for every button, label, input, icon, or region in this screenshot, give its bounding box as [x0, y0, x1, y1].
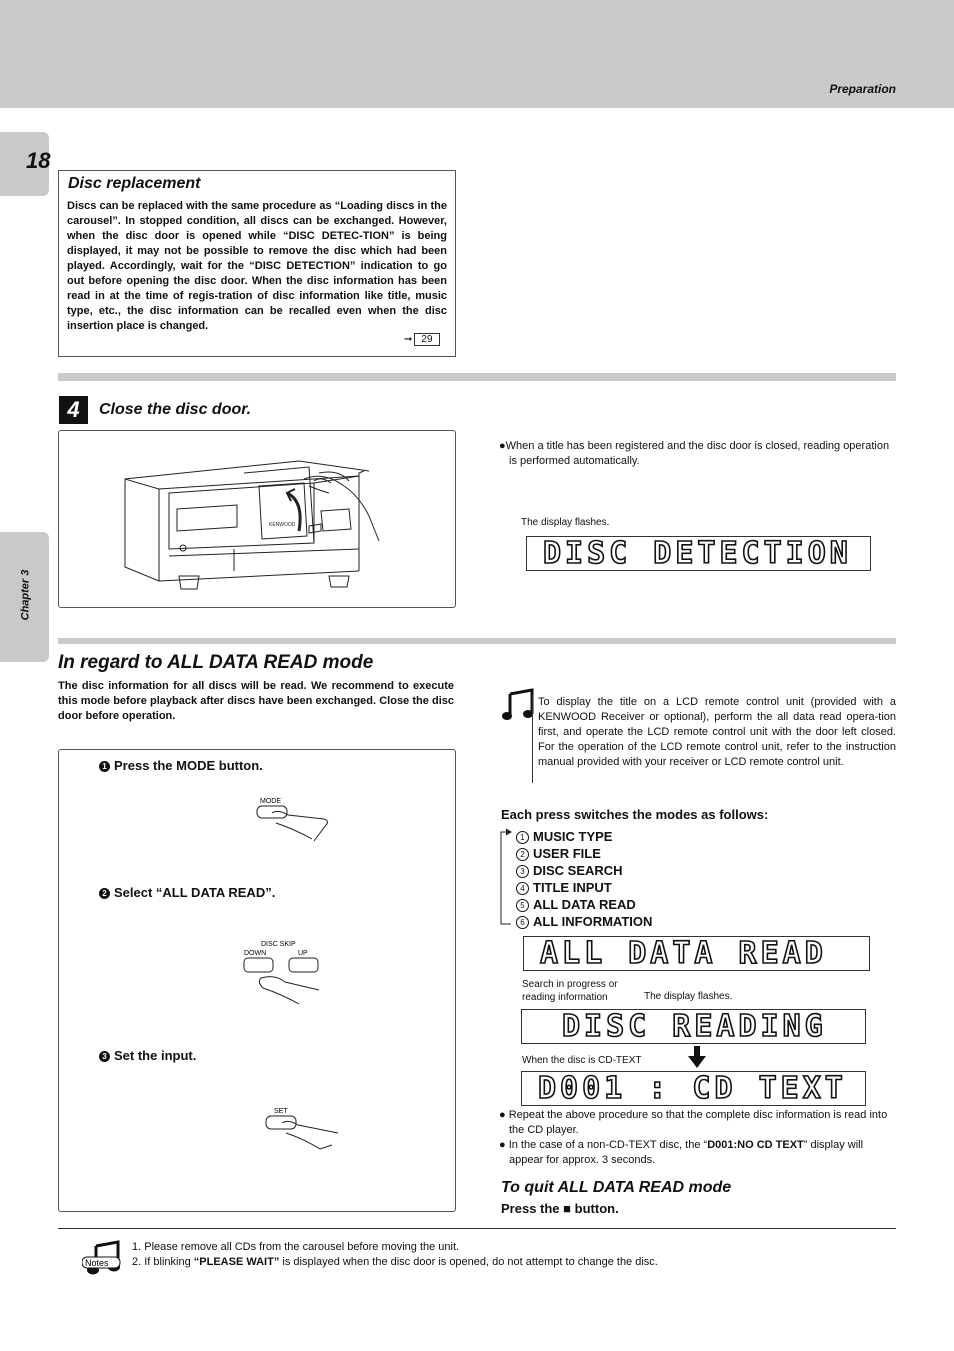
disc-skip-buttons-illustration[interactable]: [241, 938, 331, 1008]
mode-item: 3 DISC SEARCH: [516, 862, 652, 879]
disc-replacement-title: Disc replacement: [68, 175, 201, 192]
step-1: 1 Press the MODE button.: [99, 758, 263, 773]
step-3: 3 Set the input.: [99, 1048, 196, 1063]
mode-item: 2 USER FILE: [516, 845, 652, 862]
chapter-label: Chapter 3: [19, 569, 31, 621]
disc-replacement-body: Discs can be replaced with the same procedure as “Loading discs in the carousel”. In stopped condition, all discs can be exchanged. However, when the disc door is opened while “DISC DETEC-TION” is being displayed, it may not be possible to remove the disc which had been played. Accordingly, wait for the “DISC DETECTION” indication to go out before opening the disc door. When the disc information has been read in at the time of regis-tration of disc information like title, music type, etc., the disc information can be recalled even when the disc insertion place is changed.: [67, 200, 447, 332]
lcd-display-disc-reading: DISC READING: [521, 1009, 866, 1044]
arrow-right-icon: ➞: [404, 334, 413, 345]
svg-text:UP: UP: [298, 950, 308, 957]
caption-flash: The display flashes.: [644, 991, 733, 1002]
quit-title: To quit ALL DATA READ mode: [501, 1179, 732, 1196]
caption-search: Search in progress or reading information: [522, 979, 618, 1003]
all-data-read-title: In regard to ALL DATA READ mode: [58, 652, 374, 673]
step4-note: ●When a title has been registered and the disc door is closed, reading operation is performed automatically.: [499, 440, 890, 467]
section-label: Preparation: [829, 82, 896, 96]
mode-item: 5 ALL DATA READ: [516, 896, 652, 913]
svg-text:MODE: MODE: [260, 798, 281, 805]
bullet-icon: ●: [499, 1139, 509, 1151]
device-illustration-box: [58, 430, 456, 608]
page-ref: [404, 333, 440, 346]
section-divider: [58, 373, 896, 381]
mode-button-illustration[interactable]: [254, 795, 334, 845]
step4-title: Close the disc door.: [99, 401, 252, 418]
modes-heading: Each press switches the modes as follows:: [501, 807, 769, 822]
svg-text:DOWN: DOWN: [244, 950, 267, 957]
svg-text:DISC SKIP: DISC SKIP: [261, 941, 296, 948]
caption-cd-text: When the disc is CD-TEXT: [522, 1055, 642, 1066]
disc-replacement-box: [58, 170, 456, 357]
notes-icon: [82, 1240, 122, 1280]
page-number: 18: [26, 148, 51, 173]
page-ref-number: 29: [414, 333, 439, 346]
step-2: 2 Select “ALL DATA READ”.: [99, 885, 275, 900]
all-data-read-intro: The disc information for all discs will be read. We recommend to execute this mode before playback after discs have been exchanged. Close the disc door before operation.: [58, 680, 454, 722]
stop-icon: ■: [563, 1201, 572, 1216]
header-bar: [0, 0, 954, 108]
mode-list: [516, 828, 652, 930]
notes-list: [132, 1240, 896, 1270]
svg-text:Notes: Notes: [85, 1258, 109, 1268]
set-button-illustration[interactable]: [264, 1105, 344, 1155]
bullet-non-cd-text: ● In the case of a non-CD-TEXT disc, the “D001:NO CD TEXT” display will appear for approx. 3 seconds.: [499, 1139, 864, 1166]
bullet-icon: ●: [499, 1109, 509, 1121]
result-bullets: [499, 1108, 896, 1168]
note-2: 2. If blinking “PLEASE WAIT” is displayed when the disc door is opened, do not attempt to change the disc.: [132, 1256, 658, 1268]
music-note-icon: [502, 688, 536, 722]
step-number-badge: 4: [59, 396, 88, 424]
lcd-remote-note: To display the title on a LCD remote control unit (provided with a KENWOOD Receiver or optional), perform the all data read opera-tion first, and operate the LCD remote control unit with the door left closed. For the operation of the LCD remote control unit, refer to the instruction manual provided with your receiver or LCD remote control unit.: [538, 696, 896, 768]
bullet-icon: ●: [499, 440, 506, 452]
mode-item: 1 MUSIC TYPE: [516, 828, 652, 845]
section-divider-2: [58, 638, 896, 644]
cd-changer-illustration: [59, 431, 455, 607]
arrow-down-icon: [688, 1046, 706, 1068]
lcd-display-cd-text: D001 : CD TEXT: [521, 1071, 866, 1106]
mode-item: 4 TITLE INPUT: [516, 879, 652, 896]
music-note-divider: [532, 695, 533, 783]
mode-item: 6 ALL INFORMATION: [516, 913, 652, 930]
notes-divider: [58, 1228, 896, 1229]
steps-box: [58, 749, 456, 1212]
lcd-display-all-data-read: ALL DATA READ: [523, 936, 870, 971]
svg-text:KENWOOD: KENWOOD: [269, 522, 296, 528]
mode-cycle-bracket: [497, 826, 517, 930]
bullet-repeat: ● Repeat the above procedure so that the complete disc information is read into the CD player.: [499, 1109, 888, 1136]
quit-instruction: Press the ■ button.: [501, 1201, 619, 1216]
note-1: 1. Please remove all CDs from the carousel before moving the unit.: [132, 1241, 460, 1253]
display-caption: The display flashes.: [521, 517, 610, 528]
lcd-display-disc-detection: DISC DETECTION: [526, 536, 871, 571]
svg-text:SET: SET: [274, 1108, 288, 1115]
